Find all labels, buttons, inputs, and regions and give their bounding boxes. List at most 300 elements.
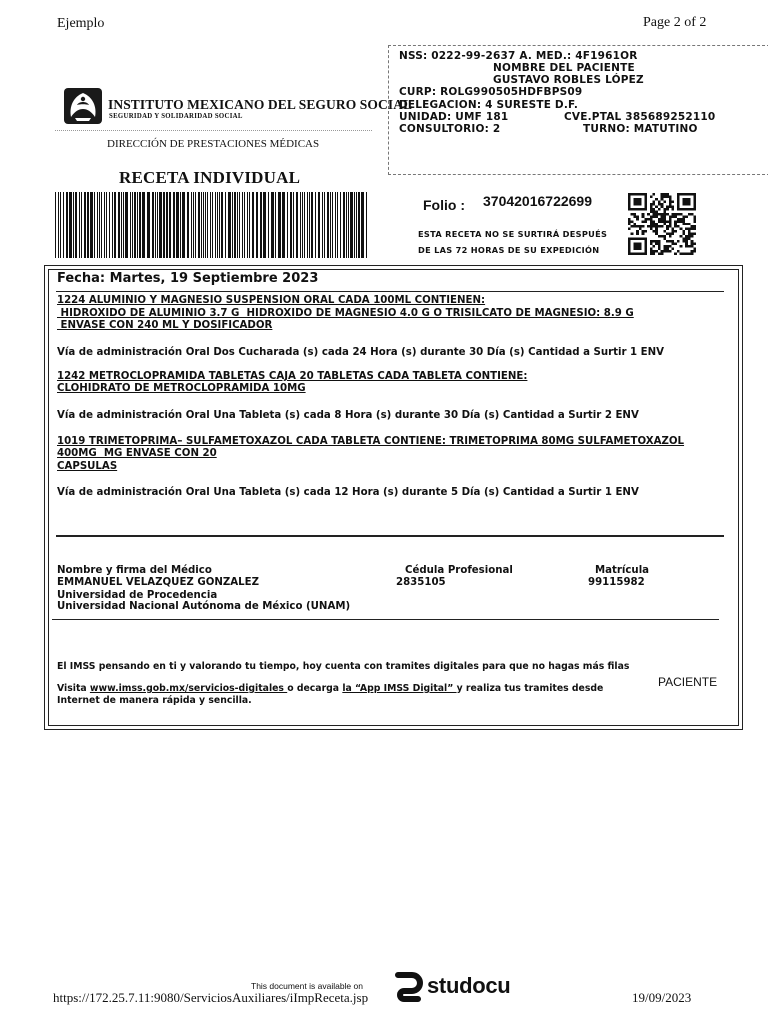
qr-finder <box>633 243 641 250</box>
qr-module <box>680 218 683 220</box>
prescription-date: Fecha: Martes, 19 Septiembre 2023 <box>57 271 319 286</box>
qr-module <box>642 215 645 217</box>
qr-module <box>688 253 691 255</box>
qr-module <box>672 228 675 230</box>
qr-module <box>669 195 672 197</box>
barcode-bar <box>346 192 347 258</box>
qr-module <box>661 203 664 205</box>
qr-module <box>628 228 631 230</box>
barcode-bar <box>58 192 59 258</box>
medication-2-line-1: 1242 METROCLOPRAMIDA TABLETAS CAJA 20 TABLETAS CADA TABLETA CONTIENE: <box>57 371 528 382</box>
barcode-bar <box>187 192 189 258</box>
qr-module <box>628 220 631 222</box>
barcode-bar <box>97 192 98 258</box>
barcode-bar <box>249 192 250 258</box>
qr-module <box>650 203 653 205</box>
qr-module <box>672 205 675 207</box>
qr-module <box>674 223 677 225</box>
barcode-bar <box>101 192 102 258</box>
qr-module <box>661 220 664 222</box>
barcode-bar <box>106 192 107 258</box>
barcode-bar <box>121 192 122 258</box>
qr-module <box>663 195 666 197</box>
qr-module <box>669 235 672 237</box>
qr-module <box>655 230 658 232</box>
qr-module <box>636 230 639 232</box>
qr-module <box>685 223 688 225</box>
qr-module <box>666 193 669 195</box>
qr-module <box>691 253 694 255</box>
barcode-bar <box>335 192 336 258</box>
qr-module <box>682 238 685 240</box>
barcode-bar <box>201 192 202 258</box>
institution-subtitle: SEGURIDAD Y SOLIDARIDAD SOCIAL <box>109 113 243 120</box>
barcode-bar <box>252 192 254 258</box>
qr-module <box>691 213 694 215</box>
qr-module <box>658 245 661 247</box>
footer-url: https://172.25.7.11:9080/ServiciosAuxiliares/iImpReceta.jsp <box>53 990 369 1005</box>
qr-module <box>666 250 669 252</box>
barcode-bar <box>318 192 320 258</box>
medication-3-line-2: 400MG MG ENVASE CON 20 <box>57 448 217 459</box>
barcode-bar <box>205 192 206 258</box>
medication-2-instructions: Vía de administración Oral Una Tableta (s) cada 8 Hora (s) durante 30 Día (s) Cantidad a Surtir 2 ENV <box>57 410 639 421</box>
qr-module <box>652 245 655 247</box>
qr-module <box>674 213 677 215</box>
qr-module <box>658 220 661 222</box>
matricula-label: Matrícula <box>595 565 650 576</box>
barcode-bar <box>275 192 276 258</box>
qr-module <box>661 218 664 220</box>
date-divider <box>56 291 724 292</box>
qr-module <box>693 233 696 235</box>
qr-code <box>628 193 696 255</box>
qr-module <box>642 225 645 227</box>
qr-module <box>652 220 655 222</box>
qr-module <box>669 245 672 247</box>
qr-module <box>674 253 677 255</box>
qr-module <box>661 213 664 215</box>
barcode-bar <box>366 192 367 258</box>
qr-module <box>650 243 653 245</box>
barcode-bar <box>147 192 150 258</box>
medication-1-line-2: HIDROXIDO DE ALUMINIO 3.7 G HIDROXIDO DE MAGNESIO 4.0 G O TRISILCATO DE MAGNESIO: 8.9 G <box>57 308 634 319</box>
qr-module <box>680 245 683 247</box>
barcode-bar <box>343 192 345 258</box>
qr-module <box>663 218 666 220</box>
qr-module <box>661 193 664 195</box>
qr-module <box>628 218 631 220</box>
digital-services-note: El IMSS pensando en ti y valorando tu tiempo, hoy cuenta con tramites digitales para que no hagas más filas <box>57 661 630 672</box>
qr-module <box>688 245 691 247</box>
barcode-bar <box>90 192 93 258</box>
qr-module <box>691 228 694 230</box>
qr-module <box>666 233 669 235</box>
qr-module <box>650 195 653 197</box>
barcode-bar <box>217 192 218 258</box>
barcode-bar <box>228 192 231 258</box>
qr-module <box>688 213 691 215</box>
qr-module <box>633 215 636 217</box>
qr-module <box>652 223 655 225</box>
barcode-bar <box>358 192 360 258</box>
qr-module <box>658 235 661 237</box>
qr-module <box>672 200 675 202</box>
qr-module <box>691 243 694 245</box>
digital-services-visit <box>57 683 603 694</box>
qr-module <box>642 213 645 215</box>
qr-module <box>661 250 664 252</box>
qr-module <box>658 203 661 205</box>
doctor-name-label: Nombre y firma del Médico <box>57 565 212 576</box>
qr-module <box>677 225 680 227</box>
qr-module <box>666 225 669 227</box>
qr-module <box>682 233 685 235</box>
qr-module <box>642 220 645 222</box>
qr-module <box>674 215 677 217</box>
medication-1-instructions: Vía de administración Oral Dos Cucharada (s) cada 24 Hora (s) durante 30 Día (s) Cantidad a Surtir 1 ENV <box>57 347 665 358</box>
qr-module <box>628 223 631 225</box>
qr-module <box>674 230 677 232</box>
qr-module <box>666 245 669 247</box>
qr-module <box>655 205 658 207</box>
availability-note: This document is available on <box>251 981 363 991</box>
barcode-bar <box>361 192 364 258</box>
qr-module <box>663 230 666 232</box>
qr-module <box>682 240 685 242</box>
barcode-bar <box>332 192 333 258</box>
page-number: Page 2 of 2 <box>643 15 707 30</box>
patient-curp: CURP: ROLG990505HDFBPS09 <box>399 86 583 98</box>
barcode-bar <box>191 192 192 258</box>
barcode-bar <box>207 192 208 258</box>
qr-module <box>661 215 664 217</box>
expiry-warning-line-2: DE LAS 72 HORAS DE SU EXPEDICIÓN <box>418 245 600 255</box>
barcode-bar <box>302 192 303 258</box>
qr-module <box>661 205 664 207</box>
qr-module <box>691 235 694 237</box>
qr-module <box>633 225 636 227</box>
qr-module <box>663 213 666 215</box>
barcode-bar <box>242 192 243 258</box>
qr-module <box>693 248 696 250</box>
digital-services-closing: Internet de manera rápida y sencilla. <box>57 695 252 706</box>
qr-module <box>663 210 666 212</box>
barcode-bar <box>99 192 100 258</box>
qr-module <box>652 253 655 255</box>
barcode-bar <box>94 192 95 258</box>
barcode-bar <box>225 192 226 258</box>
barcode-bar <box>180 192 181 258</box>
qr-module <box>652 225 655 227</box>
barcode-bar <box>309 192 310 258</box>
qr-module <box>669 220 672 222</box>
barcode-bar <box>304 192 305 258</box>
qr-module <box>672 230 675 232</box>
qr-module <box>650 220 653 222</box>
qr-module <box>677 213 680 215</box>
qr-module <box>658 218 661 220</box>
procedures-text: y realiza tus tramites desde <box>456 683 604 694</box>
barcode-bar <box>166 192 168 258</box>
qr-module <box>658 253 661 255</box>
barcode-bar <box>340 192 341 258</box>
qr-module <box>672 248 675 250</box>
barcode-bar <box>84 192 86 258</box>
qr-module <box>647 218 650 220</box>
medication-3-instructions: Vía de administración Oral Una Tableta (s) cada 12 Hora (s) durante 5 Día (s) Cantidad a Surtir 1 ENV <box>57 487 639 498</box>
qr-module <box>644 220 647 222</box>
visit-text: Visita <box>57 683 90 694</box>
barcode-bar <box>244 192 245 258</box>
qr-module <box>658 243 661 245</box>
matricula-value: 99115982 <box>588 577 645 588</box>
barcode-bar <box>142 192 145 258</box>
qr-module <box>669 225 672 227</box>
recipe-title: RECETA INDIVIDUAL <box>119 168 301 187</box>
studocu-logo-icon <box>394 971 424 1005</box>
qr-module <box>650 250 653 252</box>
qr-module <box>663 193 666 195</box>
qr-module <box>672 240 675 242</box>
barcode-bar <box>296 192 298 258</box>
qr-module <box>639 225 642 227</box>
qr-module <box>666 213 669 215</box>
qr-module <box>688 238 691 240</box>
medication-3-line-1: 1019 TRIMETOPRIMA– SULFAMETOXAZOL CADA TABLETA CONTIENE: TRIMETOPRIMA 80MG SULFAMETOXAZOL <box>57 436 685 447</box>
patient-cve-ptal: CVE.PTAL 385689252110 <box>564 111 716 123</box>
qr-module <box>669 223 672 225</box>
barcode-bar <box>66 192 68 258</box>
qr-module <box>685 235 688 237</box>
barcode-bar <box>215 192 216 258</box>
barcode-bar <box>169 192 171 258</box>
barcode-bar <box>60 192 61 258</box>
barcode-bar <box>182 192 185 258</box>
folio-number: 37042016722699 <box>483 193 593 209</box>
qr-module <box>663 248 666 250</box>
qr-module <box>658 240 661 242</box>
qr-module <box>639 228 642 230</box>
barcode-bar <box>69 192 72 258</box>
barcode-bar <box>132 192 133 258</box>
medication-1-line-1: 1224 ALUMINIO Y MAGNESIO SUSPENSION ORAL CADA 100ML CONTIENEN: <box>57 295 486 306</box>
qr-module <box>672 243 675 245</box>
patient-name-label: NOMBRE DEL PACIENTE <box>493 62 635 74</box>
qr-module <box>650 208 653 210</box>
patient-name: GUSTAVO ROBLES LÓPEZ <box>493 74 644 86</box>
qr-module <box>669 203 672 205</box>
qr-module <box>655 225 658 227</box>
qr-module <box>655 233 658 235</box>
qr-module <box>688 235 691 237</box>
qr-module <box>650 225 653 227</box>
barcode-bar <box>137 192 138 258</box>
qr-module <box>693 220 696 222</box>
barcode-bar <box>234 192 236 258</box>
barcode-bar <box>212 192 213 258</box>
barcode-bar <box>327 192 329 258</box>
patient-info-box <box>388 45 768 175</box>
qr-module <box>677 218 680 220</box>
qr-module <box>688 228 691 230</box>
barcode-bar <box>263 192 266 258</box>
qr-module <box>650 210 653 212</box>
barcode-bar <box>356 192 357 258</box>
qr-module <box>693 218 696 220</box>
qr-module <box>680 213 683 215</box>
qr-module <box>647 225 650 227</box>
qr-module <box>685 253 688 255</box>
imss-app-link[interactable]: la “App IMSS Digital” <box>342 683 457 694</box>
barcode-bar <box>203 192 204 258</box>
cedula-label: Cédula Profesional <box>405 565 513 576</box>
patient-nss: NSS: 0222-99-2637 A. MED.: 4F1961OR <box>399 50 638 62</box>
qr-module <box>633 223 636 225</box>
barcode-bar <box>173 192 175 258</box>
qr-module <box>680 235 683 237</box>
qr-module <box>650 248 653 250</box>
qr-module <box>666 248 669 250</box>
barcode <box>55 192 369 258</box>
qr-module <box>663 223 666 225</box>
qr-module <box>682 230 685 232</box>
qr-module <box>666 240 669 242</box>
qr-module <box>674 220 677 222</box>
barcode-bar <box>109 192 110 258</box>
qr-module <box>669 250 672 252</box>
footer-date: 19/09/2023 <box>632 990 692 1005</box>
qr-module <box>663 215 666 217</box>
barcode-bar <box>307 192 308 258</box>
qr-module <box>652 200 655 202</box>
qr-module <box>691 250 694 252</box>
qr-finder <box>682 198 690 205</box>
qr-module <box>650 253 653 255</box>
barcode-bar <box>152 192 154 258</box>
qr-module <box>655 250 658 252</box>
qr-module <box>688 230 691 232</box>
barcode-bar <box>125 192 128 258</box>
imss-services-link[interactable]: www.imss.gob.mx/servicios-digitales <box>89 683 288 694</box>
qr-module <box>666 195 669 197</box>
qr-module <box>666 208 669 210</box>
barcode-bar <box>87 192 89 258</box>
logo-divider <box>55 130 372 131</box>
qr-module <box>652 193 655 195</box>
qr-module <box>666 205 669 207</box>
patient-delegacion: DELEGACION: 4 SURESTE D.F. <box>399 99 579 111</box>
qr-module <box>677 240 680 242</box>
barcode-bar <box>300 192 301 258</box>
barcode-bar <box>198 192 200 258</box>
barcode-bar <box>123 192 124 258</box>
barcode-bar <box>260 192 262 258</box>
qr-module <box>650 215 653 217</box>
qr-module <box>663 208 666 210</box>
qr-module <box>693 228 696 230</box>
qr-module <box>688 223 691 225</box>
qr-module <box>663 235 666 237</box>
barcode-bar <box>324 192 325 258</box>
barcode-bar <box>79 192 80 258</box>
barcode-bar <box>221 192 223 258</box>
qr-module <box>636 215 639 217</box>
qr-module <box>669 215 672 217</box>
qr-module <box>642 233 645 235</box>
barcode-bar <box>195 192 196 258</box>
barcode-bar <box>268 192 269 258</box>
qr-module <box>661 225 664 227</box>
imss-eagle-logo-icon <box>63 87 103 125</box>
institution-name: INSTITUTO MEXICANO DEL SEGURO SOCIAL <box>108 97 413 112</box>
cedula-value: 2835105 <box>396 577 446 588</box>
qr-module <box>693 243 696 245</box>
qr-module <box>652 215 655 217</box>
barcode-bar <box>311 192 313 258</box>
qr-module <box>691 225 694 227</box>
qr-module <box>663 200 666 202</box>
barcode-bar <box>293 192 294 258</box>
doctor-name: EMMANUEL VELAZQUEZ GONZALEZ <box>57 577 260 588</box>
qr-module <box>685 238 688 240</box>
qr-module <box>685 245 688 247</box>
qr-module <box>669 233 672 235</box>
qr-module <box>693 225 696 227</box>
barcode-bar <box>337 192 338 258</box>
qr-module <box>658 208 661 210</box>
barcode-bar <box>159 192 162 258</box>
download-text: o decarga <box>287 683 343 694</box>
barcode-bar <box>130 192 131 258</box>
qr-module <box>652 203 655 205</box>
qr-module <box>674 243 677 245</box>
qr-module <box>652 230 655 232</box>
qr-module <box>663 220 666 222</box>
qr-module <box>674 225 677 227</box>
qr-module <box>636 225 639 227</box>
barcode-bar <box>271 192 274 258</box>
barcode-bar <box>104 192 105 258</box>
qr-module <box>682 253 685 255</box>
barcode-bar <box>55 192 56 258</box>
barcode-bar <box>193 192 194 258</box>
qr-module <box>688 233 691 235</box>
qr-module <box>650 205 653 207</box>
barcode-bar <box>278 192 281 258</box>
qr-module <box>672 233 675 235</box>
university-name: Universidad Nacional Autónoma de México (UNAM) <box>57 601 351 612</box>
barcode-bar <box>322 192 323 258</box>
qr-module <box>669 200 672 202</box>
qr-module <box>682 223 685 225</box>
qr-module <box>655 223 658 225</box>
qr-module <box>644 230 647 232</box>
qr-module <box>655 215 658 217</box>
qr-module <box>636 233 639 235</box>
qr-module <box>631 213 634 215</box>
patient-unidad: UNIDAD: UMF 181 <box>399 111 509 123</box>
copy-recipient-label: PACIENTE <box>658 675 718 689</box>
qr-module <box>661 253 664 255</box>
qr-module <box>652 208 655 210</box>
qr-module <box>666 228 669 230</box>
medication-1-line-3: ENVASE CON 240 ML Y DOSIFICADOR <box>57 320 273 331</box>
barcode-bar <box>350 192 353 258</box>
barcode-bar <box>282 192 285 258</box>
qr-module <box>650 223 653 225</box>
barcode-bar <box>287 192 288 258</box>
